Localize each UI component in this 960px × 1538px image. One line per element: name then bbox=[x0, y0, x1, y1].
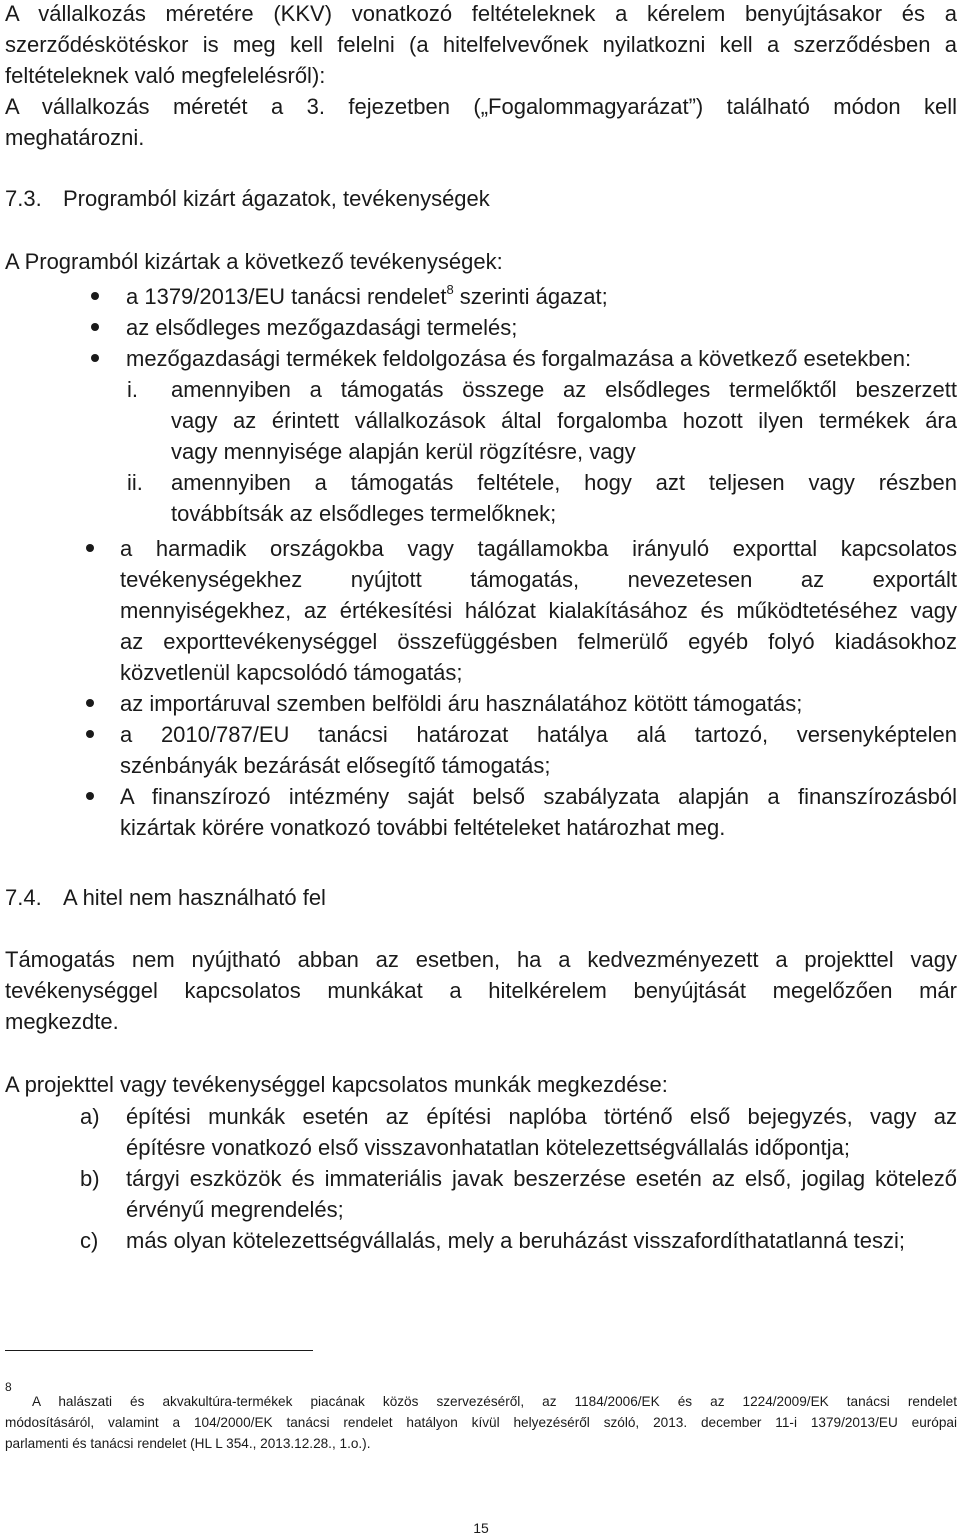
list-item bbox=[5, 281, 957, 312]
sub-list-number: ii. bbox=[127, 470, 143, 495]
paragraph-line: tevékenységgel kapcsolatos munkákat a hitelkérelem benyújtását megelőzően már bbox=[5, 978, 957, 1003]
list-item bbox=[5, 1101, 957, 1163]
bullet-list bbox=[5, 533, 957, 843]
bullet-list bbox=[5, 281, 957, 529]
list-item-line: A finanszírozó intézmény saját belső szabályzata alapján a finanszírozásból bbox=[120, 784, 957, 809]
list-item-line: tárgyi eszközök és immateriális javak beszerzése esetén az első, jogilag kötelező bbox=[126, 1166, 957, 1191]
list-item bbox=[5, 312, 957, 343]
footnote-mark: 8 bbox=[5, 1380, 12, 1394]
list-item-line: más olyan kötelezettségvállalás, mely a beruházást visszafordíthatatlanná teszi; bbox=[126, 1228, 905, 1253]
sub-list-line: vagy mennyisége alapján kerül rögzítésre, vagy bbox=[171, 439, 636, 464]
intro-line: A vállalkozás méretére (KKV) vonatkozó feltételeknek a kérelem benyújtásakor és a bbox=[5, 1, 957, 26]
list-item-text: az elsődleges mezőgazdasági termelés; bbox=[126, 315, 518, 340]
paragraph-line: Támogatás nem nyújtható abban az esetben, ha a kedvezményezett a projekttel vagy bbox=[5, 947, 957, 972]
bullet-icon bbox=[85, 781, 95, 812]
section-number: 7.3. bbox=[5, 186, 42, 211]
list-item-line: tevékenységekhez nyújtott támogatás, nevezetesen az exportált bbox=[120, 567, 957, 592]
list-item bbox=[5, 533, 957, 688]
list-item bbox=[5, 781, 957, 843]
list-letter: b) bbox=[80, 1166, 100, 1191]
sub-list-number: i. bbox=[127, 377, 138, 402]
list-item-line: építésre vonatkozó első visszavonhatatlan kötelezettségvállalás időpontja; bbox=[126, 1135, 851, 1160]
footnote-ref[interactable]: 8 bbox=[446, 281, 454, 297]
intro-paragraph bbox=[5, 0, 957, 153]
list-item-line: az importáruval szemben belföldi áru használatához kötött támogatás; bbox=[120, 691, 803, 716]
paragraph-lead: A projekttel vagy tevékenységgel kapcsolatos munkák megkezdése: bbox=[5, 1072, 668, 1097]
bullet-icon bbox=[90, 281, 100, 312]
list-letter: c) bbox=[80, 1228, 99, 1253]
list-item-line: építési munkák esetén az építési naplóba történő első bejegyzés, vagy az bbox=[126, 1104, 957, 1129]
intro-line: meghatározni. bbox=[5, 125, 145, 150]
sub-list-line: amennyiben a támogatás feltétele, hogy azt teljesen vagy részben bbox=[171, 470, 957, 495]
list-item-text: a 1379/2013/EU tanácsi rendelet bbox=[126, 284, 447, 309]
sub-list-line: vagy az érintett vállalkozások által forgalomba hozott ilyen termékek ára bbox=[171, 408, 957, 433]
bullet-icon bbox=[90, 312, 100, 343]
list-item bbox=[5, 1225, 957, 1256]
sub-list-item bbox=[5, 467, 957, 529]
section-heading-7-4 bbox=[5, 882, 326, 913]
list-item bbox=[5, 719, 957, 781]
section-lead: A Programból kizártak a következő tevékenységek: bbox=[5, 249, 503, 274]
list-item-line: szénbányák bezárását elősegítő támogatás; bbox=[120, 753, 551, 778]
intro-line: szerződéskötéskor is meg kell felelni (a hitelfelvevőnek nyilatkozni kell a szerződésben a bbox=[5, 32, 957, 57]
list-item bbox=[5, 1163, 957, 1225]
bullet-icon bbox=[85, 688, 95, 719]
list-item-line: a 2010/787/EU tanácsi határozat hatálya alá tartozó, versenyképtelen bbox=[120, 722, 957, 747]
list-item-line: mennyiségekhez, az értékesítési hálózat kialakításához és működtetéséhez vagy bbox=[120, 598, 957, 623]
list-item bbox=[5, 343, 957, 374]
section-title: A hitel nem használható fel bbox=[63, 885, 326, 910]
section-heading-7-3 bbox=[5, 183, 490, 214]
footnote-line: parlamenti és tanácsi rendelet (HL L 354., 2013.12.28., 1.o.). bbox=[5, 1436, 371, 1451]
list-item bbox=[5, 688, 957, 719]
footnote-line: A halászati és akvakultúra-termékek piacának közös szervezéséről, az 1184/2006/EK és az 1224/2009/EK tanácsi rendelet bbox=[32, 1394, 957, 1409]
list-item-line: a harmadik országokba vagy tagállamokba irányuló exporttal kapcsolatos bbox=[120, 536, 957, 561]
section-number: 7.4. bbox=[5, 885, 42, 910]
sub-list-line: amennyiben a támogatás összege az elsődleges termelőktől beszerzett bbox=[171, 377, 957, 402]
section-title: Programból kizárt ágazatok, tevékenységek bbox=[63, 186, 490, 211]
sub-list-item bbox=[5, 374, 957, 467]
list-letter: a) bbox=[80, 1104, 100, 1129]
paragraph-line: megkezdte. bbox=[5, 1009, 119, 1034]
bullet-icon bbox=[90, 343, 100, 374]
footnote-text bbox=[5, 1391, 957, 1454]
footnote-line: módosításáról, valamint a 104/2000/EK tanácsi rendelet hatályon kívül helyezéséről szóló, 2013. december 11-i 1379/2013/EU európai bbox=[5, 1415, 957, 1430]
paragraph bbox=[5, 944, 957, 1037]
page-number: 15 bbox=[473, 1520, 489, 1536]
intro-line: A vállalkozás méretét a 3. fejezetben („Fogalommagyarázat”) található módon kell bbox=[5, 94, 957, 119]
list-item-line: az exporttevékenységgel összefüggésben felmerülő egyéb folyó kiadásokhoz bbox=[120, 629, 957, 654]
intro-line: feltételeknek való megfelelésről): bbox=[5, 63, 326, 88]
list-item-line: kizártak körére vonatkozó további feltételeket határozhat meg. bbox=[120, 815, 726, 840]
bullet-icon bbox=[85, 533, 95, 564]
list-item-text: szerinti ágazat; bbox=[453, 284, 608, 309]
list-item-line: érvényű megrendelés; bbox=[126, 1197, 344, 1222]
bullet-icon bbox=[85, 719, 95, 750]
lettered-list bbox=[5, 1101, 957, 1256]
sub-list-line: továbbítsák az elsődleges termelőknek; bbox=[171, 501, 557, 526]
footnote-separator bbox=[5, 1350, 313, 1351]
list-item-line: közvetlenül kapcsolódó támogatás; bbox=[120, 660, 463, 685]
list-item-text: mezőgazdasági termékek feldolgozása és forgalmazása a következő esetekben: bbox=[126, 346, 912, 371]
